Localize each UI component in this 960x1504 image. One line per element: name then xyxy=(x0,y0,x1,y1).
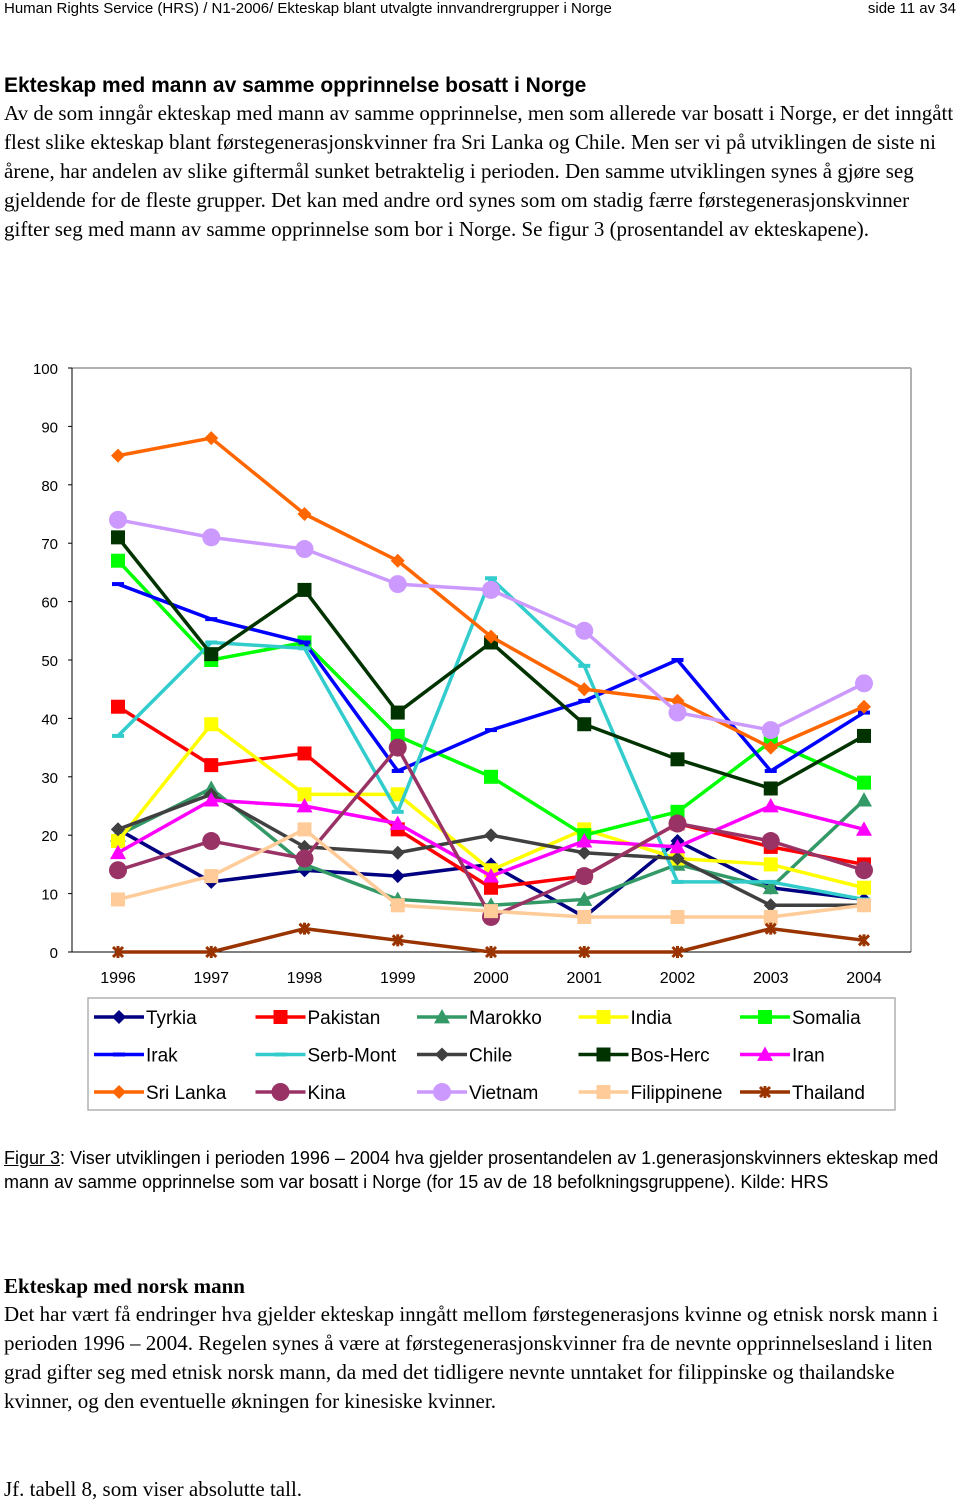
y-tick-label: 10 xyxy=(41,886,58,904)
legend-label-kina: Kina xyxy=(307,1083,346,1104)
y-tick-label: 90 xyxy=(41,419,58,437)
y-tick-label: 40 xyxy=(41,711,58,729)
data-point-sri-lanka xyxy=(577,682,591,696)
section-body: Det har vært få endringer hva gjelder ekteskap inngått mellom førstegenerasjons kvinne og etnisk norsk mann i perioden 1996 – 2004. Regelen synes å være at førstegenerasjonskvinner fra de nevnte opprinnelsesland i liten grad gifter seg med etnisk norsk mann, da med det tidligere nevnte unntaket for filippinske og thailandske kvinner, og den eventuelle økningen for kinesiske kvinner. xyxy=(4,1302,939,1413)
figure-caption xyxy=(4,1146,954,1194)
data-point-chile xyxy=(391,846,405,860)
legend-marker-bos-herc xyxy=(597,1048,611,1062)
data-point-sri-lanka xyxy=(111,449,125,463)
legend-label-sri-lanka: Sri Lanka xyxy=(146,1083,227,1104)
data-point-pakistan xyxy=(298,746,312,760)
data-point-pakistan xyxy=(204,758,218,772)
data-point-india xyxy=(857,881,871,895)
x-tick-label: 1996 xyxy=(100,970,136,987)
data-point-pakistan xyxy=(484,881,498,895)
data-point-vietnam xyxy=(482,581,500,599)
x-tick-label: 2004 xyxy=(846,970,882,987)
x-tick-label: 1998 xyxy=(286,970,323,987)
data-point-somalia xyxy=(857,776,871,790)
data-point-bos-herc xyxy=(764,781,778,795)
data-point-kina xyxy=(202,832,220,850)
data-point-somalia xyxy=(484,770,498,784)
legend-label-irak: Irak xyxy=(146,1045,178,1067)
series-line-somalia xyxy=(118,561,864,835)
data-point-kina xyxy=(575,867,593,885)
x-tick-label: 1999 xyxy=(379,970,416,987)
series-line-irak xyxy=(118,584,864,771)
data-point-filippinene xyxy=(111,892,125,906)
legend-marker-filippinene xyxy=(597,1085,611,1099)
y-tick-label: 80 xyxy=(41,477,58,495)
data-point-kina xyxy=(669,815,687,833)
legend-label-somalia: Somalia xyxy=(792,1008,861,1029)
data-point-vietnam xyxy=(575,622,593,640)
x-tick-label: 2003 xyxy=(752,970,789,987)
figure-3-chart xyxy=(0,350,960,1125)
section-same-origin xyxy=(4,72,954,244)
legend-marker-india xyxy=(597,1010,611,1024)
legend-marker-pakistan xyxy=(274,1010,288,1024)
table-reference-note: Jf. tabell 8, som viser absolutte tall. xyxy=(4,1477,303,1501)
data-point-bos-herc xyxy=(298,583,312,597)
header-title: Human Rights Service (HRS) / N1-2006/ Ekteskap blant utvalgte innvandrergrupper i Norge xyxy=(4,0,612,17)
data-point-india xyxy=(204,717,218,731)
data-point-chile xyxy=(577,846,591,860)
data-point-kina xyxy=(389,739,407,757)
y-tick-label: 100 xyxy=(32,361,58,378)
data-point-bos-herc xyxy=(577,717,591,731)
legend-marker-vietnam xyxy=(433,1083,451,1101)
data-point-bos-herc xyxy=(111,530,125,544)
y-tick-label: 0 xyxy=(49,945,58,962)
x-tick-label: 1997 xyxy=(193,970,230,987)
section-norwegian-husband xyxy=(4,1273,954,1416)
data-point-kina xyxy=(762,832,780,850)
data-point-vietnam xyxy=(389,575,407,593)
legend-label-filippinene: Filippinene xyxy=(630,1083,723,1104)
data-point-filippinene xyxy=(671,910,685,924)
data-point-somalia xyxy=(111,554,125,568)
data-point-vietnam xyxy=(109,511,127,529)
legend-label-thailand: Thailand xyxy=(792,1083,865,1104)
section-heading: Ekteskap med mann av samme opprinnelse bosatt i Norge xyxy=(4,74,587,97)
page-number: side 11 av 34 xyxy=(867,0,956,17)
data-point-kina xyxy=(296,850,314,868)
caption-text: : Viser utviklingen i perioden 1996 – 2004 hva gjelder prosentandelen av 1.generasjonskvinners ekteskap med mann av samme opprinnelse som var bosatt i Norge (for 15 av de 18 befolkningsgruppene). Kilde: HRS xyxy=(4,1148,939,1192)
line-chart xyxy=(0,350,960,1120)
section-body: Av de som inngår ekteskap med mann av samme opprinnelse, men som allerede var bosatt i Norge, er det inngått flest slike ekteskap blant førstegenerasjonskvinner fra Sri Lanka og Chile. Men ser vi på utviklingen de siste ni årene, har andelen av slike giftermål sunket betraktelig i perioden. Den samme utviklingen synes å gjøre seg gjeldende for de fleste grupper. Det kan med andre ord synes som om stadig færre førstegenerasjonskvinner gifter seg med mann av samme opprinnelse som bor i Norge. Se figur 3 (prosentandel av ekteskapene). xyxy=(4,101,954,241)
data-point-bos-herc xyxy=(204,647,218,661)
data-point-bos-herc xyxy=(391,706,405,720)
data-point-vietnam xyxy=(669,704,687,722)
data-point-pakistan xyxy=(111,700,125,714)
legend-label-tyrkia: Tyrkia xyxy=(146,1008,197,1029)
data-point-kina xyxy=(855,861,873,879)
data-point-marokko xyxy=(856,792,872,806)
data-point-filippinene xyxy=(484,904,498,918)
legend-label-marokko: Marokko xyxy=(469,1008,542,1029)
data-point-vietnam xyxy=(202,528,220,546)
y-tick-label: 60 xyxy=(41,594,58,612)
legend-marker-kina xyxy=(272,1083,290,1101)
legend-marker-somalia xyxy=(758,1010,772,1024)
data-point-india xyxy=(764,857,778,871)
x-tick-label: 2001 xyxy=(566,970,603,987)
data-point-vietnam xyxy=(296,540,314,558)
data-point-chile xyxy=(484,828,498,842)
x-tick-label: 2000 xyxy=(473,970,509,987)
y-tick-label: 30 xyxy=(41,769,58,787)
data-point-tyrkia xyxy=(391,869,405,883)
data-point-filippinene xyxy=(857,898,871,912)
data-point-filippinene xyxy=(204,869,218,883)
data-point-kina xyxy=(109,861,127,879)
x-tick-label: 2002 xyxy=(659,970,696,987)
legend-label-bos-herc: Bos-Herc xyxy=(630,1045,710,1067)
data-point-iran xyxy=(763,798,779,812)
y-tick-label: 70 xyxy=(41,536,58,554)
legend-label-india: India xyxy=(630,1008,672,1029)
legend-label-iran: Iran xyxy=(792,1045,825,1067)
data-point-filippinene xyxy=(298,822,312,836)
data-point-filippinene xyxy=(764,910,778,924)
legend-label-vietnam: Vietnam xyxy=(469,1083,539,1104)
data-point-bos-herc xyxy=(857,729,871,743)
caption-label: Figur 3 xyxy=(4,1148,61,1168)
legend-label-pakistan: Pakistan xyxy=(307,1008,381,1029)
data-point-filippinene xyxy=(577,910,591,924)
legend-label-serb-mont: Serb-Mont xyxy=(307,1045,397,1067)
y-tick-label: 50 xyxy=(41,653,58,670)
data-point-vietnam xyxy=(762,721,780,739)
legend-label-chile: Chile xyxy=(469,1045,513,1067)
data-point-vietnam xyxy=(855,674,873,692)
data-point-bos-herc xyxy=(671,752,685,766)
page-header xyxy=(4,0,956,22)
y-tick-label: 20 xyxy=(41,828,58,846)
section-heading: Ekteskap med norsk mann xyxy=(4,1274,245,1298)
data-point-filippinene xyxy=(391,898,405,912)
